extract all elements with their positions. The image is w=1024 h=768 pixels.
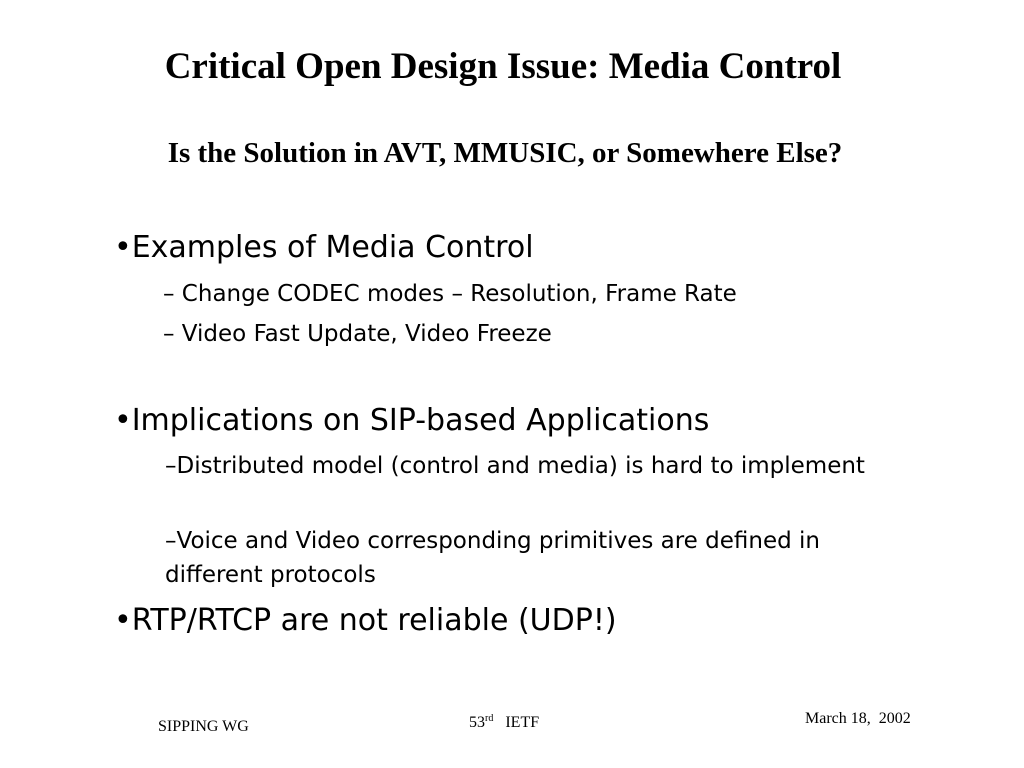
slide-title: Critical Open Design Issue: Media Control <box>164 46 842 87</box>
bullet-examples-media-control: •Examples of Media Control <box>114 230 534 265</box>
footer-meeting <box>469 709 539 733</box>
sub-bullet-video-fast-update: – Video Fast Update, Video Freeze <box>163 321 552 347</box>
sub-bullet-change-codec: – Change CODEC modes – Resolution, Frame Rate <box>163 281 737 307</box>
footer-meeting-suffix: rd <box>485 713 494 724</box>
sub-bullet-distributed-model: –Distributed model (control and media) is hard to implement <box>165 453 865 479</box>
bullet-implications-sip: •Implications on SIP-based Applications <box>114 403 710 438</box>
footer-meeting-number: 53 <box>469 714 485 731</box>
slide-subtitle: Is the Solution in AVT, MMUSIC, or Somewhere Else? <box>167 137 843 169</box>
sub-bullet-voice-video-primitives: –Voice and Video corresponding primitives are defined in different protocols <box>165 528 820 588</box>
footer-working-group: SIPPING WG <box>158 718 249 735</box>
footer-meeting-name: IETF <box>493 714 540 731</box>
footer-date: March 18, 2002 <box>805 710 911 727</box>
bullet-rtp-not-reliable: •RTP/RTCP are not reliable (UDP!) <box>114 603 617 638</box>
